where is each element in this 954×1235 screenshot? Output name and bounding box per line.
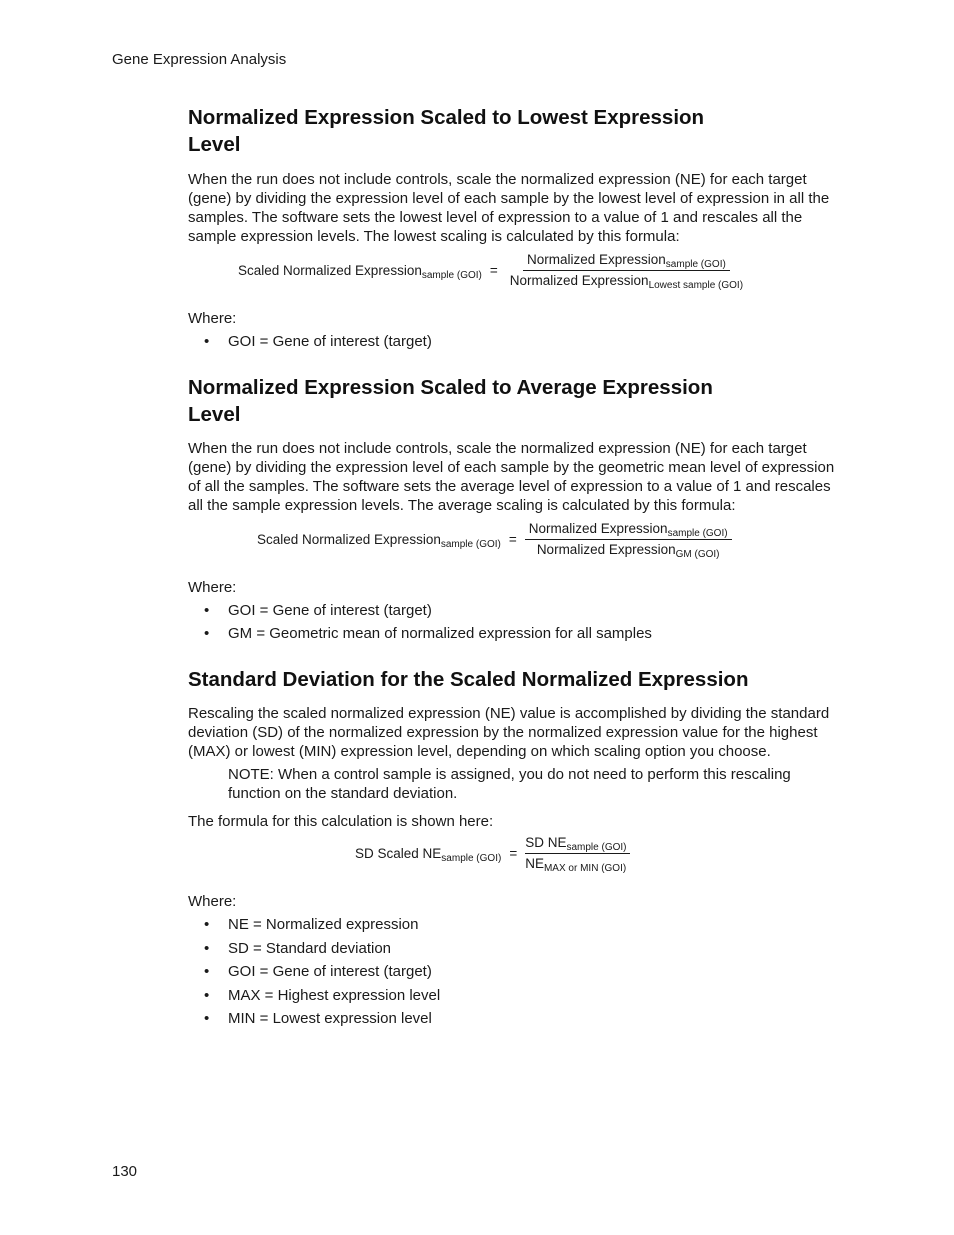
definition-list [188, 332, 842, 351]
heading-line: Normalized Expression Scaled to Average Expression [188, 376, 713, 399]
formula-denominator: Normalized Expression$_{GM (GOI)}$ [536, 542, 720, 560]
list-item: • NE = Normalized expression [188, 915, 842, 934]
definition-list [188, 915, 842, 1028]
section-body-std-dev: Rescaling the scaled normalized expression (NE) value is accomplished by dividing the standard deviation (SD) of the normalized expression by the normalized expression value for the highest (MAX) or lowest (MIN) expression level, depending on which scaling option you choose. [188, 705, 830, 761]
page-number: 130 [112, 1163, 138, 1180]
list-item: • MIN = Lowest expression level [188, 1009, 842, 1028]
section-body-lowest: When the run does not include controls, scale the normalized expression (NE) for each target (gene) by dividing the expression level of each sample by the lowest level of expression in all the samples. The software sets the lowest level of expression to a value of 1 and rescales all the sample expression levels. The lowest scaling is calculated by this formula: [188, 171, 830, 245]
formula-denominator: Normalized Expression$_{Lowest sample (GOI)}$ [509, 273, 744, 291]
formula-numerator: SD $NE_{sample (GOI)}$ [525, 835, 630, 854]
formula-lhs: SD Scaled $NE_{sample (GOI)}$ [355, 845, 502, 864]
where-label: Where: [188, 893, 237, 911]
list-item: • GOI = Gene of interest (target) [188, 332, 842, 351]
section-body-average: When the run does not include controls, scale the normalized expression (NE) for each target (gene) by dividing the expression level of each sample by the geometric mean level of expression of all the samples. The software sets the average level of expression to a value of 1 and rescales all the sample expression levels. The average scaling is calculated by this formula: [188, 440, 835, 514]
section-heading-average [188, 374, 842, 428]
equals-sign: = [509, 845, 518, 861]
note-text: NOTE: When a control sample is assigned, you do not need to perform this rescaling function on the standard deviation. [228, 766, 791, 803]
list-item: • SD = Standard deviation [188, 939, 842, 958]
formula-fraction [525, 835, 630, 875]
equals-sign: = [489, 262, 498, 278]
page-content [188, 104, 842, 1032]
formula-std-dev [355, 835, 842, 875]
heading-line: Level [188, 133, 241, 156]
definition-list [188, 601, 842, 643]
where-label: Where: [188, 310, 237, 327]
heading-line: Level [188, 403, 241, 426]
formula-fraction [506, 252, 747, 289]
section-heading-std-dev: Standard Deviation for the Scaled Normalized Expression [188, 668, 749, 692]
where-label: Where: [188, 579, 237, 596]
formula-average [257, 521, 842, 558]
list-item: • MAX = Highest expression level [188, 986, 842, 1005]
list-item: • GOI = Gene of interest (target) [188, 962, 842, 981]
section-heading-lowest [188, 104, 842, 158]
list-item: • GOI = Gene of interest (target) [188, 601, 842, 620]
formula-denominator: $NE_{MAX or MIN (GOI)}$ [525, 856, 627, 875]
formula-intro: The formula for this calculation is shown here: [188, 813, 494, 831]
formula-lhs: Scaled Normalized Expression$_{sample (GOI)}$ [257, 531, 501, 550]
formula-fraction [525, 521, 732, 558]
formula-numerator: Normalized Expression$_{sample (GOI)}$ [525, 521, 732, 540]
formula-numerator: Normalized Expression$_{sample (GOI)}$ [523, 252, 730, 271]
list-item: • GM = Geometric mean of normalized expression for all samples [188, 624, 842, 643]
equals-sign: = [508, 531, 517, 547]
running-header: Gene Expression Analysis [112, 51, 287, 68]
formula-lhs: Scaled Normalized Expression$_{sample (GOI)}$ [238, 262, 482, 281]
formula-lowest [238, 252, 842, 289]
heading-line: Normalized Expression Scaled to Lowest Expression [188, 106, 705, 129]
